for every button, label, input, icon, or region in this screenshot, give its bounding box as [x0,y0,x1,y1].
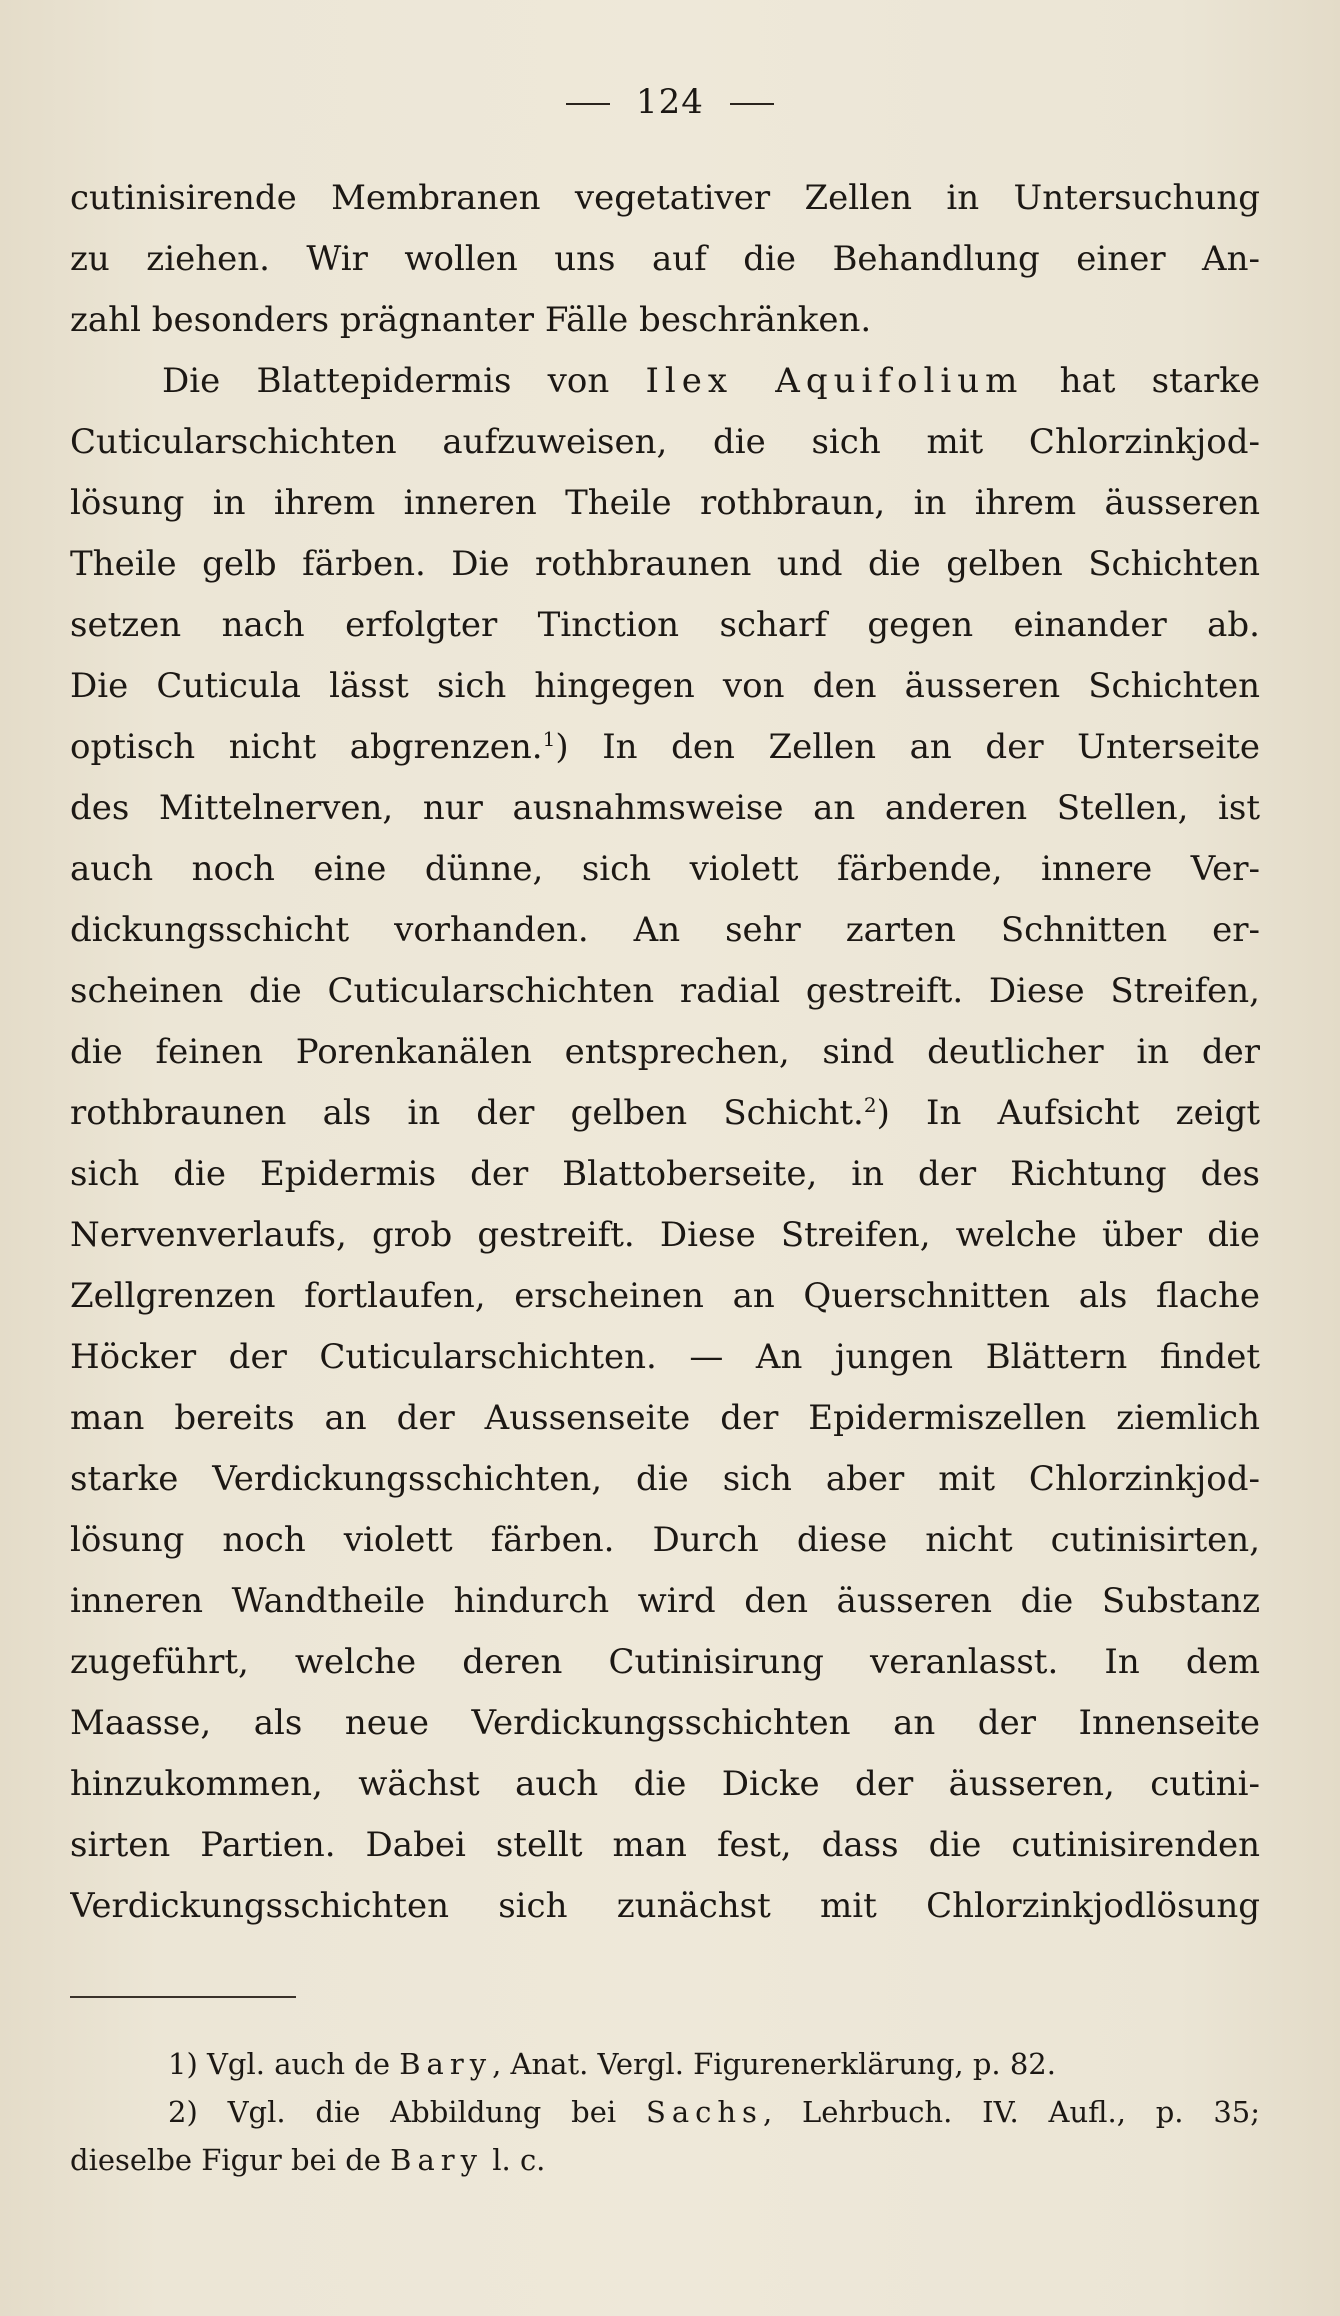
text-line: inneren Wandtheile hindurch wird den äusseren die Substanz [70,1581,1260,1621]
text-fragment: l. c. [483,2143,546,2177]
text-fragment: 2) Vgl. die Abbildung bei [168,2095,617,2129]
header-dash-left [566,103,610,105]
text-line [70,717,1260,778]
text-line: lösung in ihrem inneren Theile rothbraun, in ihrem äusseren [70,483,1260,523]
text-line: man bereits an der Aussenseite der Epidermiszellen ziemlich [70,1398,1260,1438]
text-fragment: ) In Aufsicht zeigt [876,1093,1260,1133]
text-line [70,1083,1260,1144]
text-line: auch noch eine dünne, sich violett färbende, innere Ver- [70,849,1260,889]
text-line: Verdickungsschichten sich zunächst mit Chlorzinkjodlösung [70,1886,1260,1926]
text-fragment: ) In den Zellen an der Unterseite [555,727,1260,767]
text-line: zahl besonders prägnanter Fälle beschränken. [70,300,872,340]
footnote-1 [70,2040,1260,2088]
footnote-marker-2: 2 [863,1093,877,1117]
text-fragment: , Anat. Vergl. Figurenerklärung, p. 82. [492,2047,1056,2081]
text-fragment: optisch nicht abgrenzen. [70,727,543,767]
text-fragment: 1) Vgl. auch de [168,2047,391,2081]
footnotes [70,2040,1260,2184]
text-line: starke Verdickungsschichten, die sich aber mit Chlorzinkjod- [70,1459,1260,1499]
author-name: Bary [390,2143,484,2177]
text-fragment: , Lehrbuch. IV. Aufl., p. 35; [762,2095,1260,2129]
species-name: Ilex Aquifolium [645,361,1024,401]
text-line: Cuticularschichten aufzuweisen, die sich mit Chlorzinkjod- [70,422,1260,462]
text-fragment: rothbraunen als in der gelben Schicht. [70,1093,864,1133]
footnote-2 [70,2088,1260,2136]
text-line: sich die Epidermis der Blattoberseite, in der Richtung des [70,1154,1260,1194]
text-line: scheinen die Cuticularschichten radial gestreift. Diese Streifen, [70,971,1260,1011]
text-line: lösung noch violett färben. Durch diese nicht cutinisirten, [70,1520,1260,1560]
text-line: Theile gelb färben. Die rothbraunen und die gelben Schichten [70,544,1260,584]
author-name: Bary [399,2047,493,2081]
text-line: Zellgrenzen fortlaufen, erscheinen an Querschnitten als flache [70,1276,1260,1316]
text-line: dickungsschicht vorhanden. An sehr zarten Schnitten er- [70,910,1260,950]
text-line: Höcker der Cuticularschichten. — An jungen Blättern findet [70,1337,1260,1377]
text-line: zugeführt, welche deren Cutinisirung veranlasst. In dem [70,1642,1260,1682]
page-number: 124 [636,82,704,122]
text-fragment: hat starke [1059,361,1260,401]
text-fragment: Die Blattepidermis von [162,361,610,401]
text-line: die feinen Porenkanälen entsprechen, sind deutlicher in der [70,1032,1260,1072]
footnote-2-continued [70,2136,1260,2184]
footnote-marker-1: 1 [542,727,556,751]
text-line: Nervenverlaufs, grob gestreift. Diese Streifen, welche über die [70,1215,1260,1255]
header-dash-right [730,103,774,105]
footnote-divider [70,1996,296,1998]
page-header [0,82,1340,122]
text-fragment: dieselbe Figur bei de [70,2143,381,2177]
text-line: Die Cuticula lässt sich hingegen von den äusseren Schichten [70,666,1260,706]
text-line: zu ziehen. Wir wollen uns auf die Behandlung einer An- [70,239,1260,279]
body-text [70,168,1260,1937]
text-line: Maasse, als neue Verdickungsschichten an der Innenseite [70,1703,1260,1743]
text-line: cutinisirende Membranen vegetativer Zellen in Untersuchung [70,178,1260,218]
text-line: des Mittelnerven, nur ausnahmsweise an anderen Stellen, ist [70,788,1260,828]
text-line [70,351,1260,412]
author-name: Sachs [645,2095,763,2129]
text-line: hinzukommen, wächst auch die Dicke der äusseren, cutini- [70,1764,1260,1804]
text-line: sirten Partien. Dabei stellt man fest, dass die cutinisirenden [70,1825,1260,1865]
text-line: setzen nach erfolgter Tinction scharf gegen einander ab. [70,605,1260,645]
